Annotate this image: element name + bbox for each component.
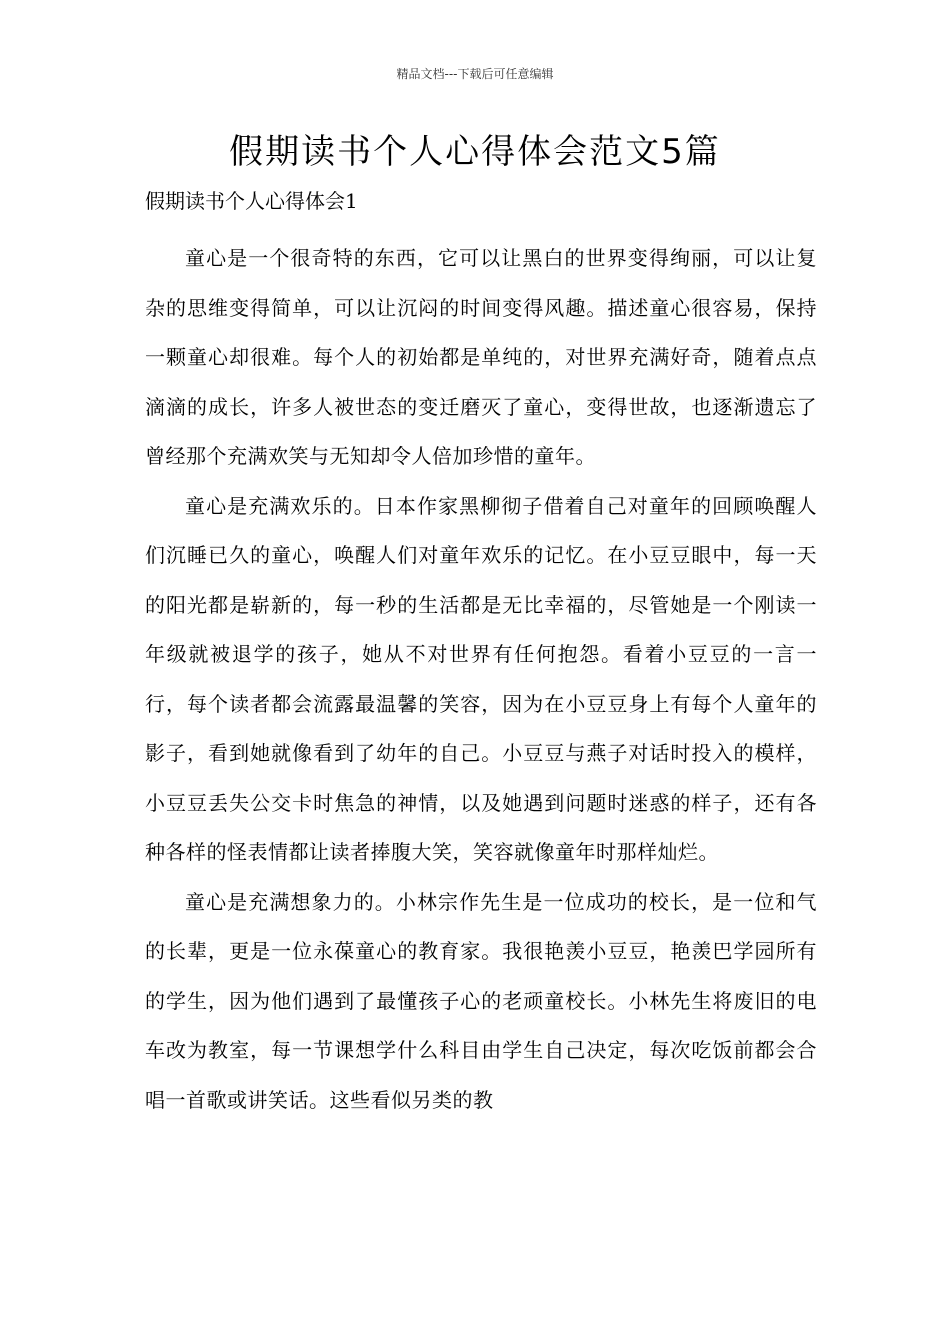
- paragraph: 童心是充满欢乐的。日本作家黑柳彻子借着自己对童年的回顾唤醒人们沉睡已久的童心，唤醒人们对童年欢乐的记忆。在小豆豆眼中，每一天的阳光都是崭新的，每一秒的生活都是无比幸福的，尽管她是一个刚读一年级就被退学的孩子，她从不对世界有任何抱怨。看着小豆豆的一言一行，每个读者都会流露最温馨的笑容，因为在小豆豆身上有每个人童年的影子，看到她就像看到了幼年的自己。小豆豆与燕子对话时投入的模样，小豆豆丢失公交卡时焦急的神情，以及她遇到问题时迷惑的样子，还有各种各样的怪表情都让读者捧腹大笑，笑容就像童年时那样灿烂。: [145, 493, 817, 864]
- page-header: 精品文档---下载后可任意编辑: [396, 67, 554, 81]
- body-text: [145, 234, 817, 1125]
- document-title: 假期读书个人心得体会范文5篇: [229, 132, 721, 172]
- paragraph: 童心是充满想象力的。小林宗作先生是一位成功的校长，是一位和气的长辈，更是一位永葆童心的教育家。我很艳羡小豆豆，艳羡巴学园所有的学生，因为他们遇到了最懂孩子心的老顽童校长。小林先生将废旧的电车改为教室，每一节课想学什么科目由学生自己决定，每次吃饭前都会合唱一首歌或讲笑话。这些看似另类的教: [145, 889, 817, 1112]
- paragraph: 童心是一个很奇特的东西，它可以让黑白的世界变得绚丽，可以让复杂的思维变得简单，可以让沉闷的时间变得风趣。描述童心很容易，保持一颗童心却很难。每个人的初始都是单纯的，对世界充满好奇，随着点点滴滴的成长，许多人被世态的变迁磨灭了童心，变得世故，也逐渐遗忘了曾经那个充满欢笑与无知却令人倍加珍惜的童年。: [145, 246, 817, 468]
- section-heading: 假期读书个人心得体会1: [145, 189, 358, 213]
